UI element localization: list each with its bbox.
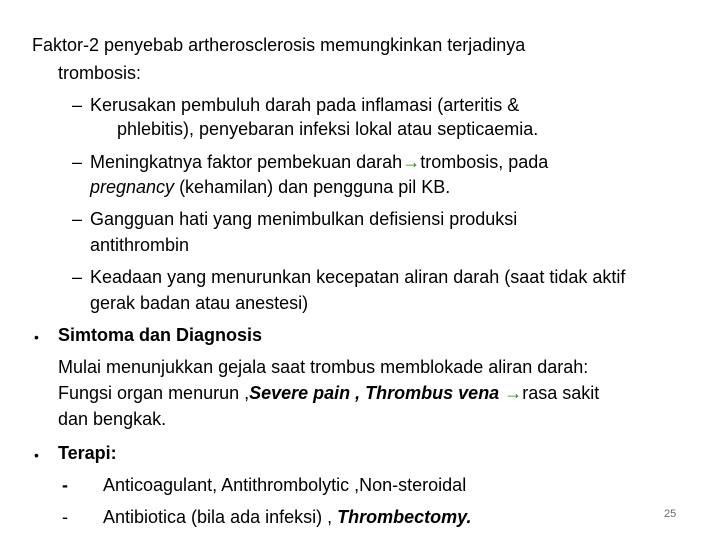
symptoms-severe-pain: Severe pain , Thrombus vena <box>249 383 505 403</box>
factor-2-text-b: trombosis, pada <box>420 152 549 172</box>
symptoms-line-1: Mulai menunjukkan gejala saat trombus memblokade aliran darah: <box>58 357 589 377</box>
factor-4-line-2: gerak badan atau anestesi) <box>90 293 309 313</box>
symptoms-heading: Simtoma dan Diagnosis <box>58 325 263 345</box>
symptoms-line-2 <box>58 382 599 404</box>
factor-dash-3: – <box>72 209 83 229</box>
therapy-item-2-text: Antibiotica (bila ada infeksi) , <box>103 507 338 527</box>
therapy-heading: Terapi: <box>58 443 117 463</box>
factor-1-line-1: Kerusakan pembuluh darah pada inflamasi (arteritis & <box>90 95 520 115</box>
page-number: 25 <box>664 508 677 520</box>
arrow-icon: → <box>402 152 421 172</box>
therapy-item-1: Anticoagulant, Antithrombolytic ,Non-steroidal <box>103 475 467 495</box>
intro-line-2: trombosis: <box>58 63 142 83</box>
factor-dash-1: – <box>72 95 83 115</box>
intro-line-1: Faktor-2 penyebab artherosclerosis memungkinkan terjadinya <box>32 35 526 55</box>
symptoms-text-c: rasa sakit <box>522 383 600 403</box>
therapy-dash-1: - <box>62 475 68 495</box>
symptoms-line-3: dan bengkak. <box>58 409 167 429</box>
factor-4-line-1: Keadaan yang menurunkan kecepatan aliran darah (saat tidak aktif <box>90 267 626 287</box>
therapy-item-2 <box>103 506 471 528</box>
factor-2-line-2 <box>90 176 450 198</box>
factor-2-text-a: Meningkatnya faktor pembekuan darah <box>90 152 403 172</box>
factor-dash-4: – <box>72 267 83 287</box>
factor-2-pregnancy: pregnancy <box>90 177 175 197</box>
bullet-icon: • <box>34 447 39 463</box>
symptoms-text-a: Fungsi organ menurun , <box>58 383 250 403</box>
factor-2-text-c: (kehamilan) dan pengguna pil KB. <box>174 177 451 197</box>
arrow-icon: → <box>504 383 523 403</box>
bullet-icon: • <box>34 329 39 345</box>
therapy-thrombectomy: Thrombectomy. <box>337 507 472 527</box>
factor-3-line-2: antithrombin <box>90 235 190 255</box>
factor-3-line-1: Gangguan hati yang menimbulkan defisiensi produksi <box>90 209 518 229</box>
factor-dash-2: – <box>72 152 83 172</box>
factor-1-line-2: phlebitis), penyebaran infeksi lokal atau septicaemia. <box>117 119 539 139</box>
therapy-dash-2: - <box>62 507 68 527</box>
factor-2-line-1 <box>90 151 548 173</box>
